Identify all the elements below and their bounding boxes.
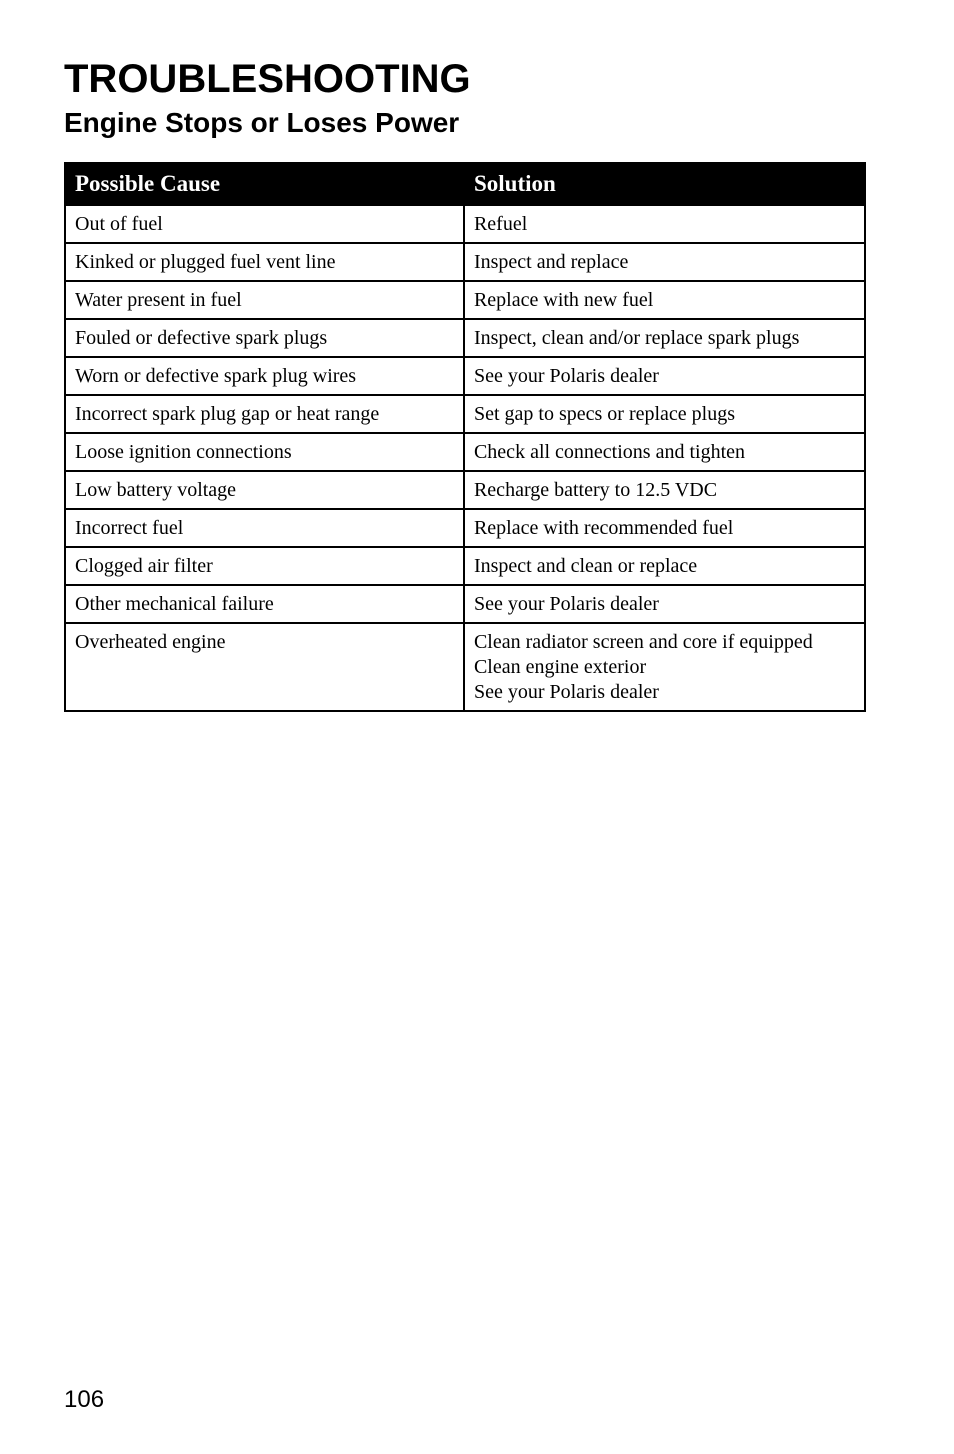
- solution-cell: [464, 205, 865, 243]
- table-row: [65, 471, 865, 509]
- cause-cell: Loose ignition connections: [65, 433, 464, 471]
- cause-cell: Other mechanical failure: [65, 585, 464, 623]
- solution-cell: [464, 319, 865, 357]
- table-row: [65, 319, 865, 357]
- solution-cell: [464, 509, 865, 547]
- troubleshooting-table: [64, 162, 866, 712]
- solution-line: Clean engine exterior: [473, 656, 647, 678]
- column-header-possible-cause: Possible Cause: [65, 163, 464, 205]
- solution-line: Refuel: [473, 213, 528, 235]
- solution-line: See your Polaris dealer: [473, 681, 659, 703]
- table-row: [65, 281, 865, 319]
- cause-cell: Kinked or plugged fuel vent line: [65, 243, 464, 281]
- table-row: [65, 205, 865, 243]
- solution-cell: [464, 281, 865, 319]
- table-body: [65, 205, 865, 711]
- solution-cell: [464, 395, 865, 433]
- table-row: [65, 547, 865, 585]
- solution-cell: [464, 471, 865, 509]
- solution-line: Replace with new fuel: [473, 289, 654, 311]
- solution-line: Check all connections and tighten: [473, 441, 746, 463]
- page-number: 106: [64, 1386, 105, 1413]
- table-row: [65, 585, 865, 623]
- cause-cell: Low battery voltage: [65, 471, 464, 509]
- table-row: [65, 395, 865, 433]
- solution-cell: [464, 433, 865, 471]
- solution-line: See your Polaris dealer: [473, 593, 659, 615]
- table-row: [65, 433, 865, 471]
- solution-line: Inspect, clean and/or replace spark plugs: [473, 327, 800, 349]
- solution-line: Replace with recommended fuel: [473, 517, 734, 539]
- solution-line: Recharge battery to 12.5 VDC: [473, 479, 718, 501]
- cause-cell: Incorrect fuel: [65, 509, 464, 547]
- table-row: [65, 623, 865, 711]
- cause-cell: Incorrect spark plug gap or heat range: [65, 395, 464, 433]
- cause-cell: Clogged air filter: [65, 547, 464, 585]
- solution-line: Clean radiator screen and core if equipped: [473, 631, 813, 653]
- cause-cell: Overheated engine: [65, 623, 464, 711]
- table-header-row: [65, 163, 865, 205]
- table-row: [65, 243, 865, 281]
- page-title: TROUBLESHOOTING: [64, 57, 471, 101]
- cause-cell: Worn or defective spark plug wires: [65, 357, 464, 395]
- table-header: [65, 163, 865, 205]
- section-title: Engine Stops or Loses Power: [64, 107, 460, 138]
- solution-cell: [464, 357, 865, 395]
- cause-cell: Water present in fuel: [65, 281, 464, 319]
- table-row: [65, 509, 865, 547]
- column-header-solution: Solution: [464, 163, 865, 205]
- table-row: [65, 357, 865, 395]
- solution-cell: [464, 623, 865, 711]
- solution-cell: [464, 243, 865, 281]
- cause-cell: Fouled or defective spark plugs: [65, 319, 464, 357]
- solution-cell: [464, 547, 865, 585]
- solution-cell: [464, 585, 865, 623]
- solution-line: Inspect and replace: [473, 251, 629, 273]
- solution-line: Inspect and clean or replace: [473, 555, 698, 577]
- solution-line: Set gap to specs or replace plugs: [473, 403, 736, 425]
- solution-line: See your Polaris dealer: [473, 365, 659, 387]
- cause-cell: Out of fuel: [65, 205, 464, 243]
